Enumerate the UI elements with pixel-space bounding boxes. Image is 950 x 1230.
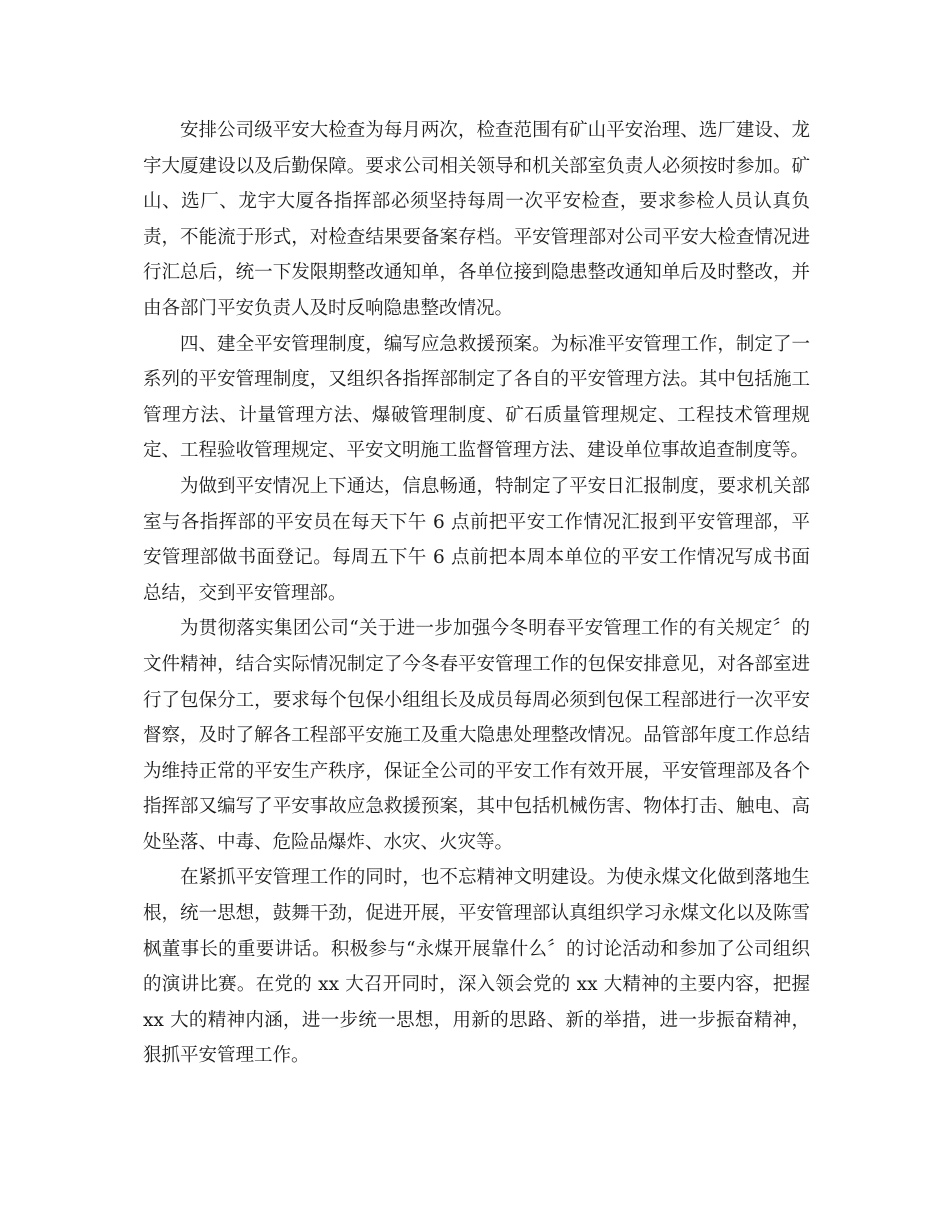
paragraph-culture-building: 在紧抓平安管理工作的同时，也不忘精神文明建设。为使永煤文化做到落地生根，统一思想，鼓舞干劲，促进开展，平安管理部认真组织学习永煤文化以及陈雪枫董事长的重要讲话。积极参与“永煤开展靠什么〞的讨论活动和参加了公司组织的演讲比赛。在党的 xx 大召开同时，深入领会党的 xx 大精神的主要内容，把握 xx 大的精神内涵，进一步统一思想，用新的思路、新的举措，进一步振奋精神，狠抓平安管理工作。 xyxy=(143,867,810,1067)
paragraph-daily-report: 为做到平安情况上下通达，信息畅通，特制定了平安日汇报制度，要求机关部室与各指挥部的平安员在每天下午 6 点前把平安工作情况汇报到平安管理部，平安管理部做书面登记。每周五下午 6 点前把本周本单位的平安工作情况写成书面总结，交到平安管理部。 xyxy=(143,475,810,604)
paragraph-winter-spring-plan: 为贯彻落实集团公司“关于进一步加强今冬明春平安管理工作的有关规定〞的文件精神，结合实际情况制定了今冬春平安管理工作的包保安排意见，对各部室进行了包保分工，要求每个包保小组组长及成员每周必须到包保工程部进行一次平安督察，及时了解各工程部平安施工及重大隐患处理整改情况。品管部年度工作总结为维持正常的平安生产秩序，保证全公司的平安工作有效开展，平安管理部及各个指挥部又编写了平安事故应急救援预案，其中包括机械伤害、物体打击、触电、高处坠落、中毒、危险品爆炸、水灾、火灾等。 xyxy=(143,618,810,853)
paragraph-management-system: 四、建全平安管理制度，编写应急救援预案。为标准平安管理工作，制定了一系列的平安管理制度，又组织各指挥部制定了各自的平安管理方法。其中包括施工管理方法、计量管理方法、爆破管理制度、矿石质量管理规定、工程技术管理规定、工程验收管理规定、平安文明施工监督管理方法、建设单位事故追查制度等。 xyxy=(143,333,810,462)
document-body xyxy=(143,113,810,1074)
paragraph-safety-inspection: 安排公司级平安大检查为每月两次，检查范围有矿山平安治理、选厂建设、龙宇大厦建设以及后勤保障。要求公司相关领导和机关部室负责人必须按时参加。矿山、选厂、龙宇大厦各指挥部必须坚持每周一次平安检查，要求参检人员认真负责，不能流于形式，对检查结果要备案存档。平安管理部对公司平安大检查情况进行汇总后，统一下发限期整改通知单，各单位接到隐患整改通知单后及时整改，并由各部门平安负责人及时反响隐患整改情况。 xyxy=(143,120,810,319)
